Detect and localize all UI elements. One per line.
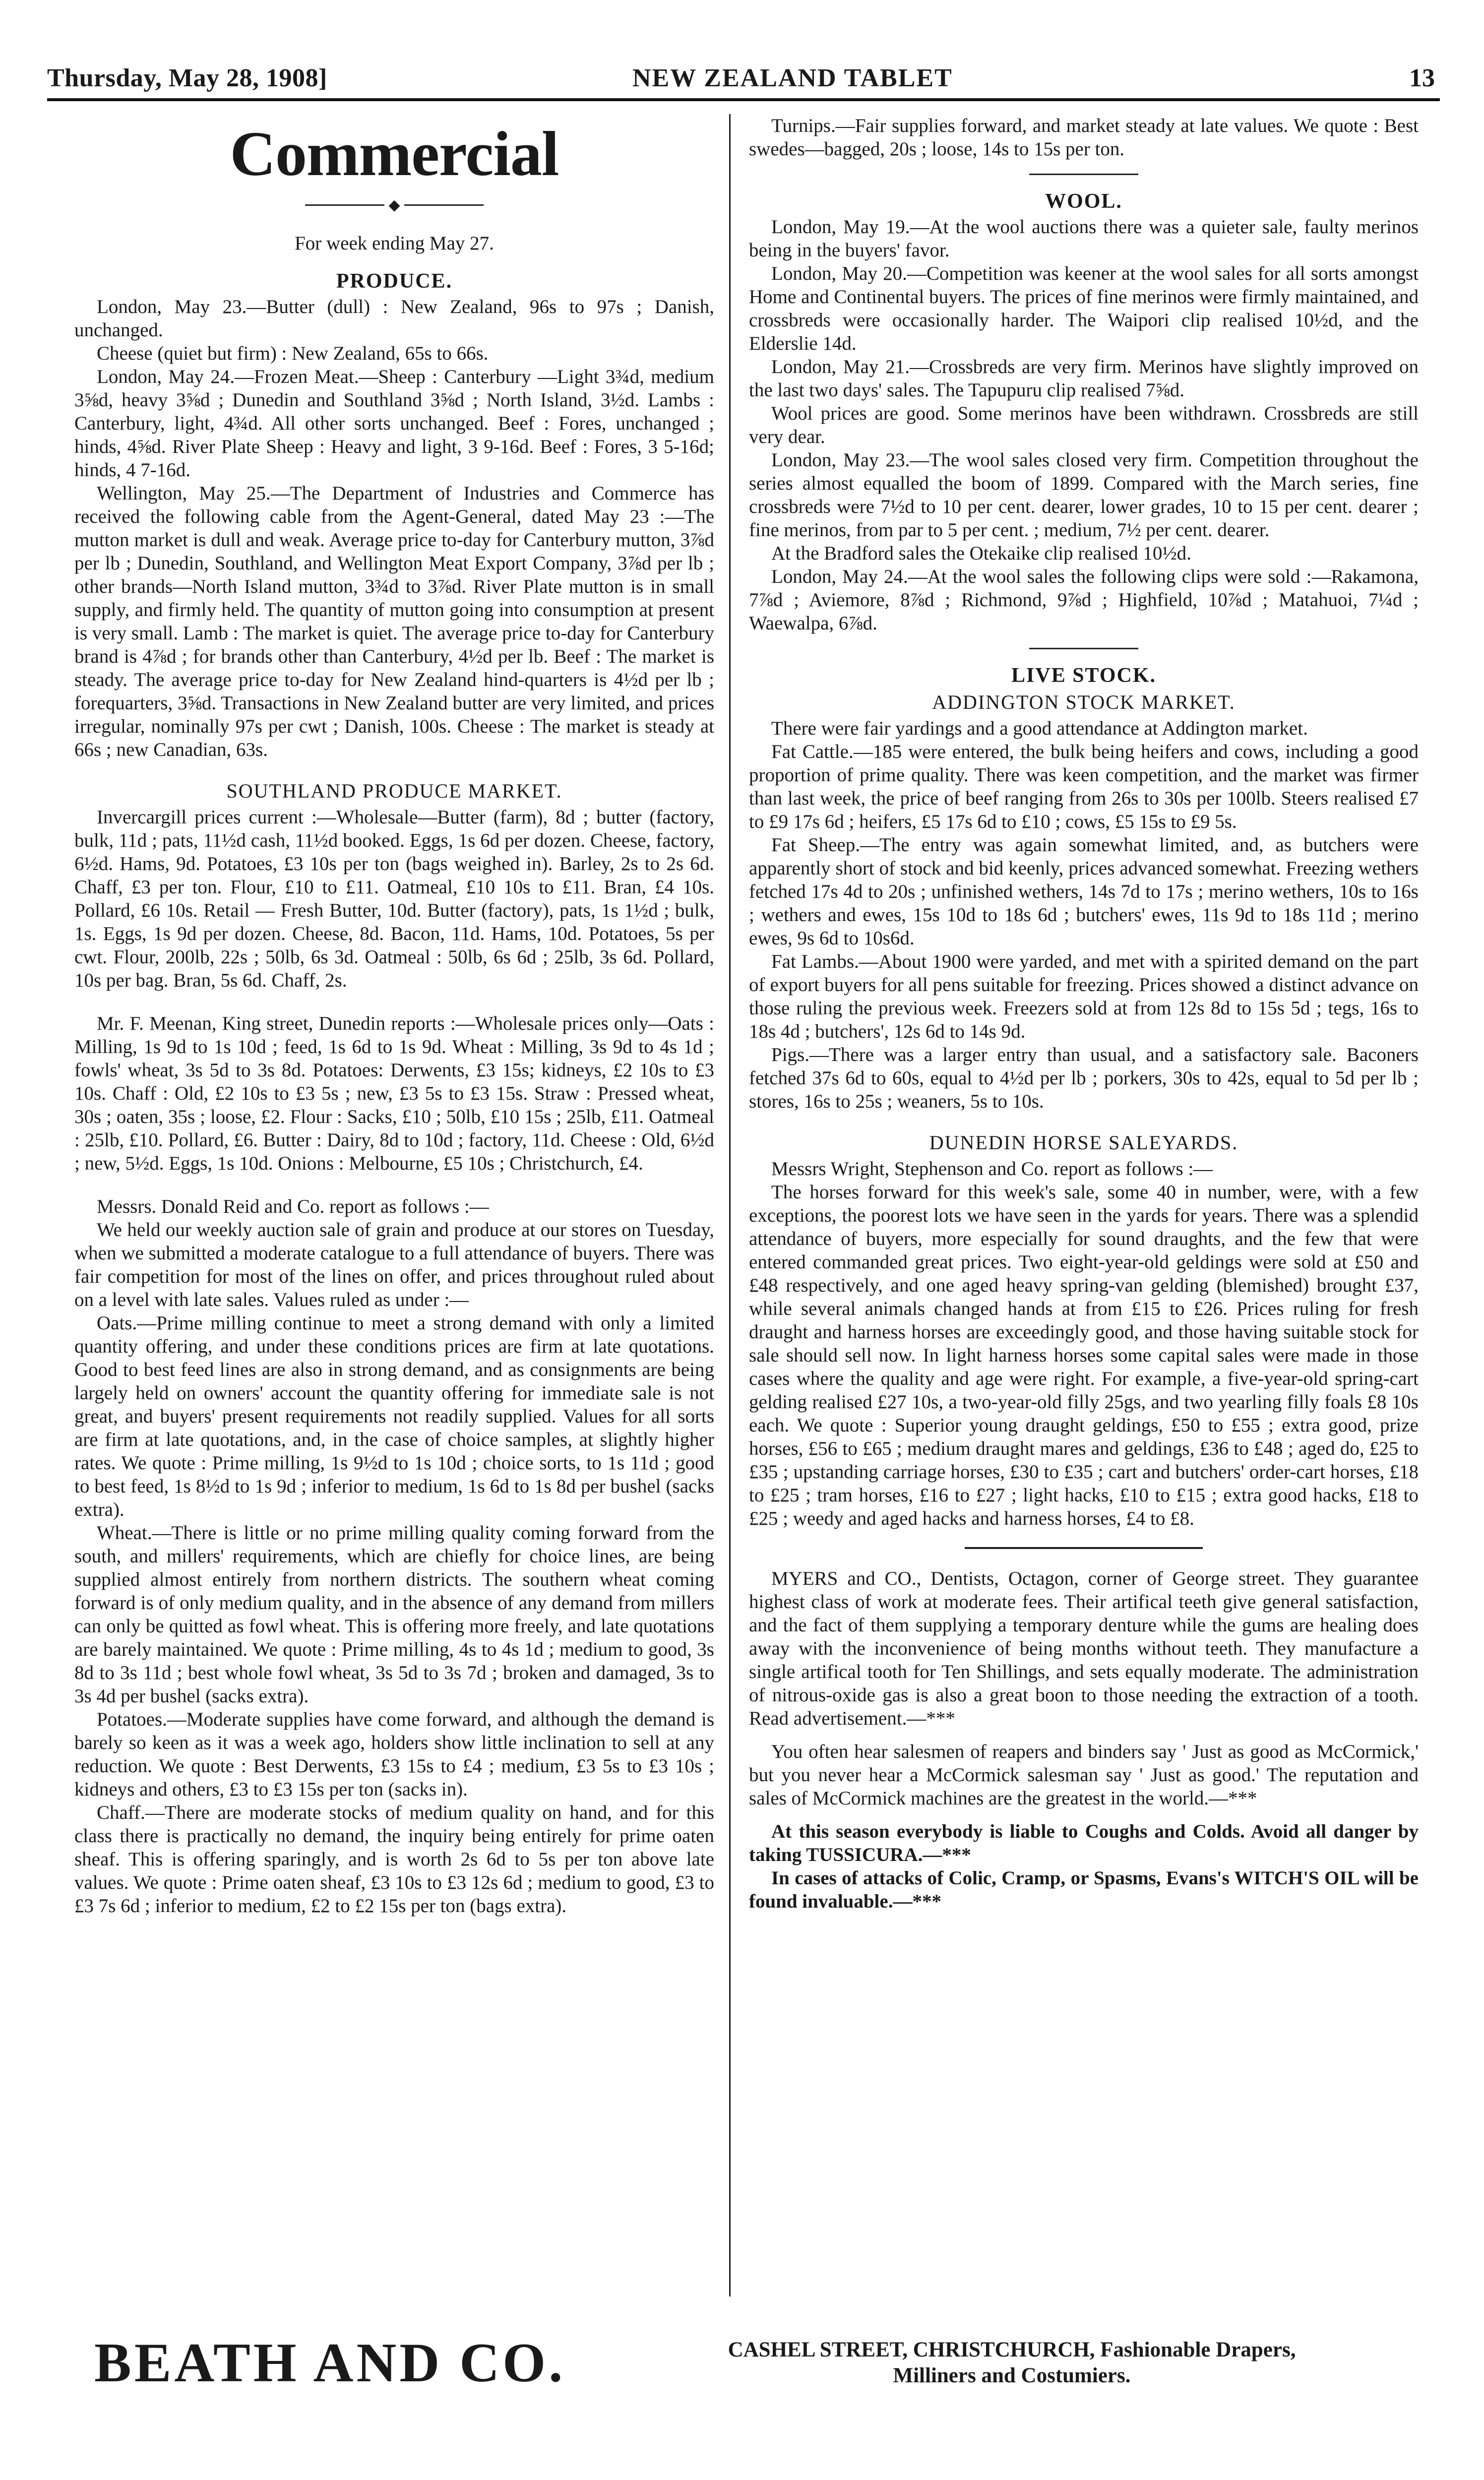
- addington-heading: ADDINGTON STOCK MARKET.: [932, 691, 1236, 713]
- reid-paragraph: Oats.—Prime milling continue to meet a strong demand with only a limited quantity offering, and under these conditions prices are firm at late quotations. Good to best feed lines are also in strong demand, and as consignments are being largely held on owners' account the quantity offering for immediate sale is not great, and buyers' present requirements not readily supplied. Values for all sorts are firm at late quotations, and, in the case of choice samples, at slightly higher rates. We quote : Prime milling, 1s 9½d to 1s 10d ; choice sorts, to 1s 11d ; good to best feed, 1s 8½d to 1s 9d ; inferior to medium, 1s 6d to 1s 8d per bushel (sacks extra).: [74, 1312, 714, 1521]
- paper-title: NEW ZEALAND TABLET: [632, 64, 953, 92]
- wool-paragraph: At the Bradford sales the Otekaike clip realised 10½d.: [771, 543, 1191, 564]
- reid-paragraph: Messrs. Donald Reid and Co. report as follows :—: [97, 1196, 489, 1218]
- page-number: 13: [1409, 64, 1435, 92]
- live-stock-heading: LIVE STOCK.: [1011, 664, 1156, 687]
- advertisement: In cases of attacks of Colic, Cramp, or Spasms, Evans's WITCH'S OIL will be found invaluable.—***: [749, 1867, 1419, 1912]
- wool-paragraph: London, May 20.—Competition was keener at the wool sales for all sorts amongst Home and Continental buyers. The prices of fine merinos were firmly maintained, and crossbreds were occasionally harder. The Waipori clip realised 10½d, and the Elderslie 14d.: [749, 263, 1419, 354]
- footer-advertiser-name: BEATH AND CO.: [94, 2332, 566, 2394]
- wool-paragraph: London, May 21.—Crossbreds are very firm. Merinos have slightly improved on the last two days' sales. The Tapupuru clip realised 7⅝d.: [749, 356, 1419, 401]
- addington-paragraph: Fat Cattle.—185 were entered, the bulk being heifers and cows, including a good proportion of prime quality. There was keen competition, and the market was firmer than last week, the price of beef ranging from 26s to 30s per 100lb. Steers realised £7 to £9 17s 6d ; heifers, £5 17s 6d to £10 ; cows, £5 15s to £9 5s.: [749, 741, 1419, 832]
- advertisement: You often hear salesmen of reapers and binders say ' Just as good as McCormick,' but you never hear a McCormick salesman say ' Just as good.' The reputation and sales of McCormick machines are the greatest in the world.—***: [749, 1741, 1419, 1809]
- reid-paragraph: Potatoes.—Moderate supplies have come forward, and although the demand is barely so keen as it was a week ago, holders show little inclination to sell at any reduction. We quote : Best Derwents, £3 15s to £4 ; medium, £3 5s to £3 10s ; kidneys and others, £3 to £3 15s per ton (sacks in).: [74, 1709, 714, 1800]
- reid-paragraph: We held our weekly auction sale of grain and produce at our stores on Tuesday, when we submitted a moderate catalogue to a full attendance of buyers. There was fair competition for most of the lines on offer, and prices throughout ruled about on a level with late sales. Values ruled as under :—: [74, 1219, 714, 1311]
- left-column: [74, 114, 714, 1918]
- horse-paragraph: Messrs Wright, Stephenson and Co. report as follows :—: [771, 1158, 1213, 1179]
- week-ending: For week ending May 27.: [295, 233, 494, 254]
- issue-date: Thursday, May 28, 1908]: [47, 64, 327, 92]
- wool-paragraph: Wool prices are good. Some merinos have been withdrawn. Crossbreds are still very dear.: [749, 403, 1419, 447]
- produce-paragraph: London, May 24.—Frozen Meat.—Sheep : Canterbury —Light 3¾d, medium 3⅝d, heavy 3⅝d ; Dunedin and Southland 3⅝d ; North Island, 3½d. Lambs : Canterbury, light, 4¾d. All other sorts unchanged. Beef : Fores, unchanged ; hinds, 4⅝d. River Plate Sheep : Heavy and light, 3 9-16d. Beef : Fores, 3 5-16d; hinds, 4 7-16d.: [74, 366, 714, 481]
- wool-paragraph: London, May 19.—At the wool auctions there was a quieter sale, faulty merinos being in the buyers' favor.: [749, 216, 1419, 261]
- section-title: Commercial: [230, 119, 559, 189]
- divider: [1029, 174, 1138, 175]
- wool-paragraph: London, May 24.—At the wool sales the following clips were sold :—Rakamona, 7⅞d ; Aviemore, 8⅞d ; Richmond, 9⅞d ; Highfield, 10⅞d ; Matahuoi, 7¼d ; Waewalpa, 6⅞d.: [749, 566, 1419, 634]
- produce-paragraph: Cheese (quiet but firm) : New Zealand, 65s to 66s.: [97, 343, 489, 365]
- produce-paragraph: London, May 23.—Butter (dull) : New Zealand, 96s to 97s ; Danish, unchanged.: [74, 296, 714, 341]
- addington-paragraph: Pigs.—There was a larger entry than usual, and a satisfactory sale. Baconers fetched 37s 6d to 60s, equal to 4½d per lb ; porkers, 30s to 42s, equal to 5d per lb ; stores, 16s to 25s ; weaners, 5s to 10s.: [749, 1044, 1419, 1112]
- column-rule: [729, 114, 731, 2296]
- divider: [965, 1547, 1203, 1549]
- reid-paragraph: Chaff.—There are moderate stocks of medium quality on hand, and for this class there is practically no demand, the inquiry being entirely for prime oaten sheaf. This is offering sparingly, and is worth 2s 6d to 5s per ton above late values. We quote : Prime oaten sheaf, £3 10s to £3 12s 6d ; medium to good, £3 to £3 7s 6d ; inferior to medium, £2 to £2 15s per ton (bags extra).: [74, 1802, 714, 1917]
- turnips-paragraph: Turnips.—Fair supplies forward, and market steady at late values. We quote : Best swedes—bagged, 20s ; loose, 14s to 15s per ton.: [749, 115, 1419, 160]
- running-head: [47, 59, 1440, 101]
- wool-heading: WOOL.: [1045, 190, 1122, 213]
- southland-paragraph: Invercargill prices current :—Wholesale—Butter (farm), 8d ; butter (factory, bulk, 11d ; pats, 11½d cash, 11½d booked. Eggs, 1s 6d per dozen. Cheese, factory, 6½d. Hams, 9d. Potatoes, £3 10s per ton (bags weighed in). Barley, 2s to 2s 6d. Chaff, £3 per ton. Flour, £10 to £11. Oatmeal, £10 10s to £11. Bran, £4 10s. Pollard, £6 10s. Retail — Fresh Butter, 10d. Butter (factory), pats, 1s 1½d ; bulk, 1s. Eggs, 1s 9d per dozen. Cheese, 8d. Bacon, 11d. Hams, 10d. Potatoes, 5s per cwt. Flour, 200lb, 22s ; 50lb, 6s 3d. Oatmeal : 50lb, 6s 6d ; 25lb, 3s 6d. Pollard, 10s per bag. Bran, 5s 6d. Chaff, 2s.: [74, 806, 714, 992]
- addington-paragraph: There were fair yardings and a good attendance at Addington market.: [771, 718, 1308, 739]
- right-column: [749, 114, 1419, 1913]
- produce-heading: PRODUCE.: [336, 270, 453, 293]
- footer-line: Milliners and Costumiers.: [893, 2364, 1131, 2387]
- meenan-paragraph: Mr. F. Meenan, King street, Dunedin reports :—Wholesale prices only—Oats : Milling, 1s 9d to 1s 10d ; feed, 1s 6d to 1s 9d. Wheat : Milling, 3s 9d to 4s 1d ; fowls' wheat, 3s 5d to 3s 8d. Potatoes: Derwents, £3 15s; kidneys, £2 10s to £3 10s. Chaff : Old, £2 10s to £3 5s ; new, £3 5s to £3 15s. Straw : Pressed wheat, 30s ; oaten, 35s ; loose, £2. Flour : Sacks, £10 ; 50lb, £10 15s ; 25lb, £11. Oatmeal : 25lb, £10. Pollard, £6. Butter : Dairy, 8d to 10d ; factory, 11d. Cheese : Old, 6½d ; new, 5½d. Eggs, 1s 10d. Onions : Melbourne, £5 10s ; Christchurch, £4.: [74, 1013, 714, 1175]
- horse-heading: DUNEDIN HORSE SALEYARDS.: [929, 1131, 1238, 1154]
- footer-line: CASHEL STREET, CHRISTCHURCH, Fashionable Drapers,: [728, 2338, 1296, 2361]
- addington-paragraph: Fat Lambs.—About 1900 were yarded, and met with a spirited demand on the part of export buyers for all pens suitable for freezing. Prices showed a distinct advance on those ruling the previous week. Freezers sold at from 12s 8d to 15s 5d ; tegs, 16s to 18s 4d ; butchers', 12s 6d to 14s 9d.: [749, 951, 1419, 1042]
- produce-paragraph: Wellington, May 25.—The Department of Industries and Commerce has received the following cable from the Agent-General, dated May 23 :—The mutton market is dull and weak. Average price to-day for Canterbury mutton, 3⅞d per lb ; Dunedin, Southland, and Wellington Meat Export Company, 3⅞d per lb ; other brands—North Island mutton, 3¾d to 3⅞d. River Plate mutton is in small supply, and firmly held. The quantity of mutton going into consumption at present is very small. Lamb : The market is quiet. The average price to-day for Canterbury brand is 4⅞d ; for brands other than Canterbury, 4½d per lb. Beef : The market is steady. The average price to-day for New Zealand hind-quarters is 4½d per lb ; forequarters, 3⅝d. Transactions in New Zealand butter are very limited, and prices irregular, nominally 97s per cwt ; Danish, 100s. Cheese : The market is steady at 66s ; new Canadian, 63s.: [74, 483, 714, 761]
- addington-paragraph: Fat Sheep.—The entry was again somewhat limited, and, as butchers were apparently short of stock and bid keenly, prices advanced somewhat. Freezing wethers fetched 17s 4d to 20s ; unfinished wethers, 14s 7d to 17s ; merino wethers, 10s to 16s ; wethers and ewes, 15s 10d to 18s 6d ; butchers' ewes, 11s 9d to 18s 11d ; merino ewes, 9s 6d to 10s6d.: [749, 834, 1419, 949]
- southland-heading: SOUTHLAND PRODUCE MARKET.: [226, 780, 562, 803]
- advertisement: MYERS and CO., Dentists, Octagon, corner of George street. They guarantee highest class of work at moderate fees. Their artifical teeth give general satisfaction, and the fact of them supplying a temporary denture while the gums are healing does away with the inconvenience of being months without teeth. They manufacture a single artifical tooth for Ten Shillings, and sets equally moderate. The administration of nitrous-oxide gas is also a great boon to those needing the extraction of a tooth. Read advertisement.—***: [749, 1568, 1419, 1729]
- advertisement: At this season everybody is liable to Coughs and Colds. Avoid all danger by taking TUSSICURA.—***: [749, 1821, 1419, 1865]
- divider: [1029, 648, 1138, 649]
- title-ornament: ◆: [74, 191, 714, 217]
- horse-paragraph: The horses forward for this week's sale, some 40 in number, were, with a few exceptions, the poorest lots we have seen in the yards for years. There was a splendid attendance of buyers, more especially for sound draughts, and the few that were entered commanded great prices. Two eight-year-old geldings were sold at £50 and £48 respectively, and one aged heavy spring-van gelding (blemished) brought £37, while several animals changed hands at from £15 to £26. Prices ruling for fresh draught and harness horses are exceedingly good, and those having suitable stock for sale should sell now. In light harness horses some capital sales were made in those cases where the quality and age were right. For example, a five-year-old spring-cart gelding realised £27 10s, a two-year-old filly 25gs, and two yearling filly foals £8 10s each. We quote : Superior young draught geldings, £50 to £55 ; extra good, prize horses, £56 to £65 ; medium draught mares and geldings, £36 to £48 ; aged do, £25 to £35 ; upstanding carriage horses, £30 to £35 ; cart and butchers' order-cart horses, £18 to £25 ; tram horses, £16 to £27 ; light hacks, £10 to £15 ; extra good hacks, £18 to £25 ; weedy and aged hacks and harness horses, £4 to £8.: [749, 1181, 1419, 1529]
- wool-paragraph: London, May 23.—The wool sales closed very firm. Competition throughout the series almost equalled the boom of 1899. Compared with the March series, fine crossbreds were 7½d to 10 per cent. dearer, lower grades, 10 to 15 per cent. dearer ; fine merinos, from par to 5 per cent. ; medium, 7½ per cent. dearer.: [749, 449, 1419, 541]
- reid-paragraph: Wheat.—There is little or no prime milling quality coming forward from the south, and millers' requirements, which are chiefly for choice lines, are being supplied almost entirely from northern districts. The southern wheat coming forward is of only medium quality, and in the absence of any demand from millers can only be quitted as fowl wheat. This is offering more freely, and late quotations are barely maintained. We quote : Prime milling, 4s to 4s 1d ; medium to good, 3s 8d to 3s 11d ; best whole fowl wheat, 3s 5d to 3s 7d ; broken and damaged, 3s to 3s 4d per bushel (sacks extra).: [74, 1522, 714, 1707]
- footer-advertiser-details: [665, 2337, 1359, 2389]
